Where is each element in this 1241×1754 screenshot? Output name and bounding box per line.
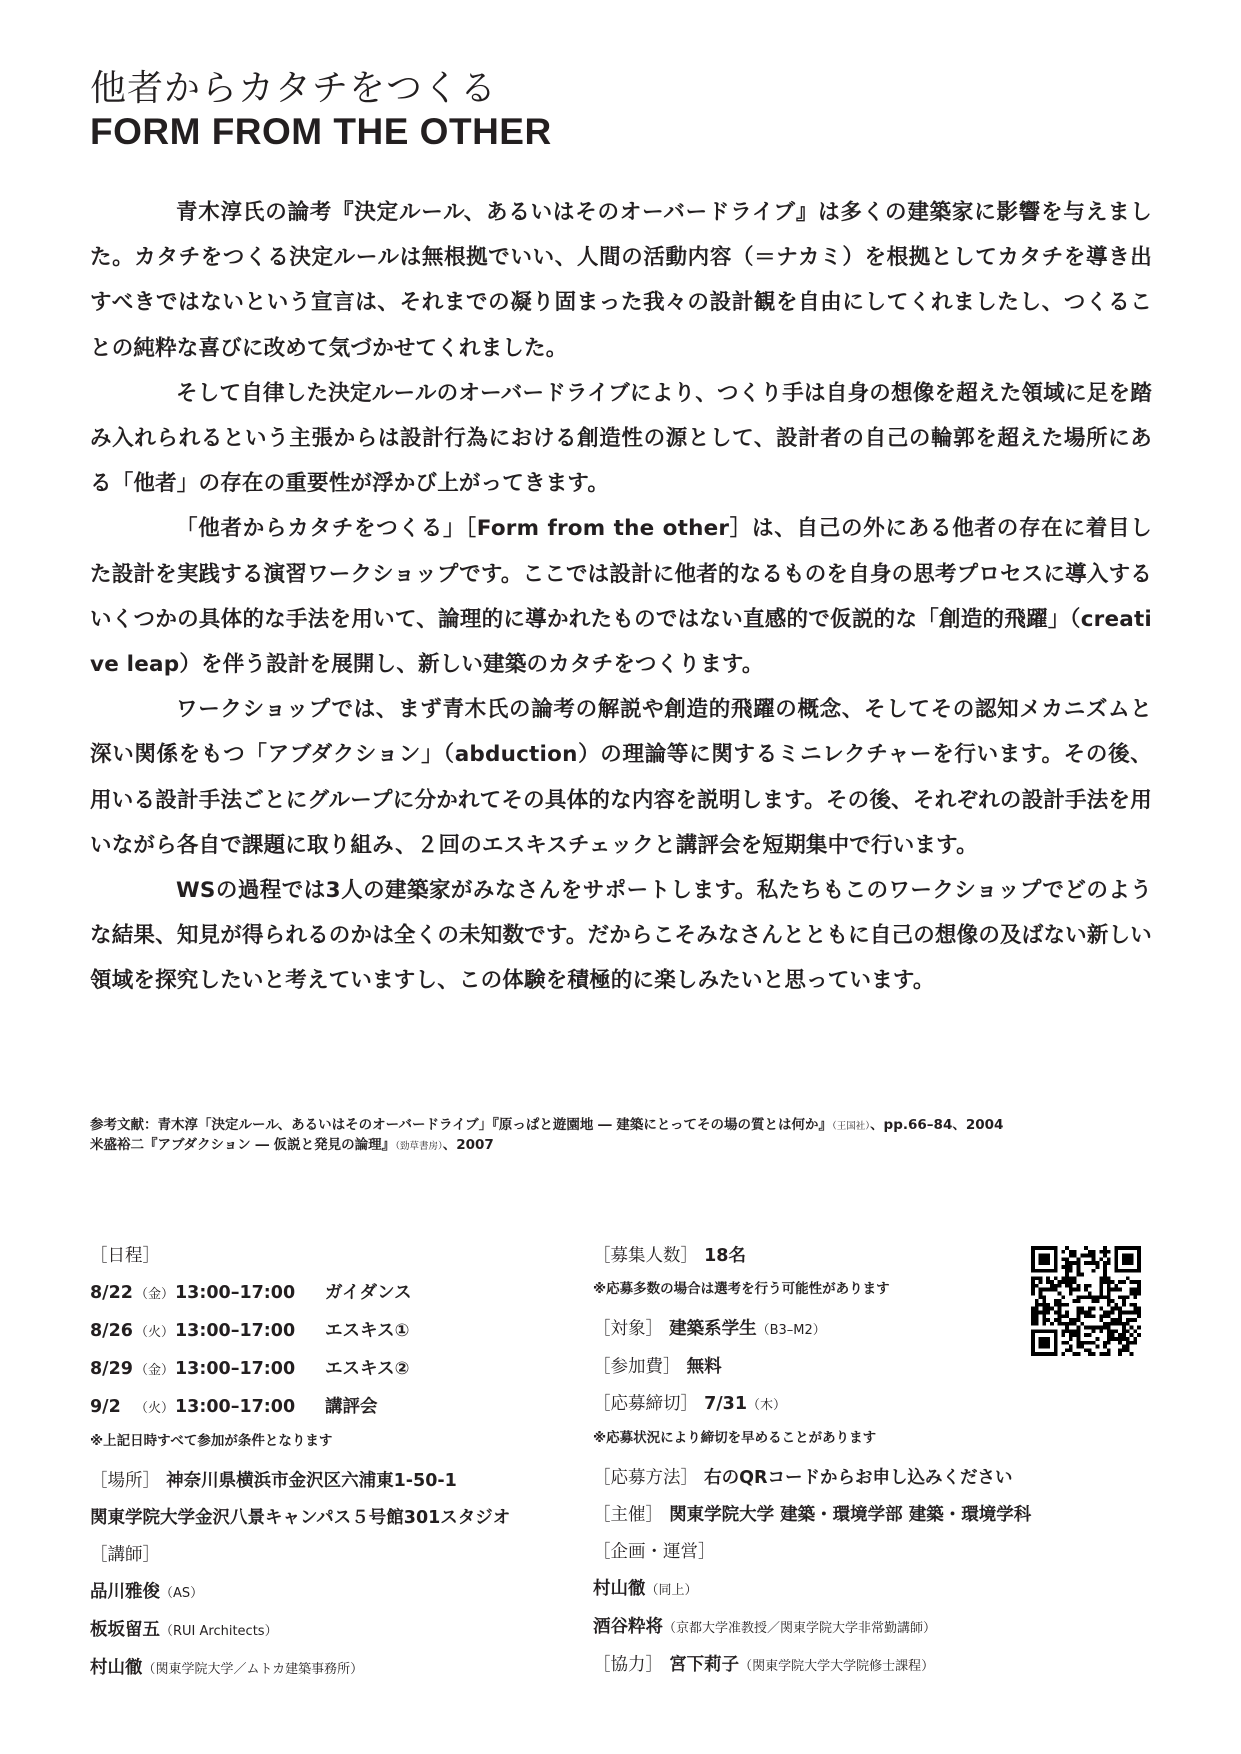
reference-text: 米盛裕二『アブダクション ― 仮説と発見の論理』 <box>90 1137 396 1153</box>
organizer-label: ［主催］ <box>593 1505 663 1525</box>
planner-affiliation: （京都大学准教授／関東学院大学非常勤講師） <box>663 1621 937 1636</box>
paragraph: ワークショップでは、まず青木氏の論考の解説や創造的飛躍の概念、そしてその認知メカニズムと深い関係をもつ「アブダクション」（abduction）の理論等に関するミニレクチャーを行います。その後、用いる設計手法ごとにグループに分かれてその具体的な内容を説明します。その後、それぞれの設計手法を用いながら各自で課題に取り組み、２回のエスキスチェックと講評会を短期集中で行います。 <box>90 697 1152 858</box>
fee-label: ［参加費］ <box>593 1357 681 1377</box>
capacity-label: ［募集人数］ <box>593 1246 698 1266</box>
apply-row <box>593 1460 1013 1497</box>
paragraph: そして自律した決定ルールのオーバードライブにより、つくり手は自身の想像を超えた領域に足を踏み入れられるという主張からは設計行為における創造性の源として、設計者の自己の輪郭を超えた場所にある「他者」の存在の重要性が浮かび上がってきます。 <box>90 380 1152 497</box>
venue-row <box>90 1463 590 1500</box>
organizer-value: 関東学院大学 建築・環境学部 建築・環境学科 <box>669 1505 1032 1525</box>
schedule-day: （金） <box>135 1287 175 1302</box>
reference-2 <box>90 1136 1160 1156</box>
schedule-event: 講評会 <box>325 1397 378 1417</box>
schedule-label: ［日程］ <box>90 1246 160 1266</box>
reference-1 <box>90 1116 1160 1136</box>
schedule-event: ガイダンス <box>325 1283 412 1303</box>
schedule-day: （火） <box>135 1325 175 1340</box>
title-english: FORM FROM THE OTHER <box>90 111 552 152</box>
planning-heading <box>593 1534 1013 1571</box>
venue-label: ［場所］ <box>90 1471 160 1491</box>
instructor-name: 板坂留五 <box>90 1620 160 1640</box>
reference-text: 参考文献：青木淳「決定ルール、あるいはそのオーバードライブ」『原っぱと遊園地 ― 建築にとってその場の質とは何か』 <box>90 1117 833 1133</box>
paragraph: 「他者からカタチをつくる」［Form from the other］は、自己の外にある他者の存在に着目した設計を実践する演習ワークショップです。ここでは設計に他者的なるものを自身の思考プロセスに導入するいくつかの具体的な手法を用いて、論理的に導かれたものではない直感的で仮説的な「創造的飛躍」（creative leap）を伴う設計を展開し、新しい建築のカタチをつくります。 <box>90 516 1152 678</box>
planning-label: ［企画・運営］ <box>593 1542 716 1562</box>
instructors-heading <box>90 1537 590 1574</box>
schedule-event: エスキス① <box>325 1321 410 1341</box>
qr-code-icon[interactable] <box>1031 1246 1141 1356</box>
instructor-name: 村山徹 <box>90 1658 143 1678</box>
venue-building: 関東学院大学金沢八景キャンパス５号館301スタジオ <box>90 1508 511 1528</box>
schedule-item <box>90 1313 590 1351</box>
deadline-day: （木） <box>747 1398 787 1413</box>
schedule-time: 13:00–17:00 <box>175 1397 296 1417</box>
fee-row <box>593 1349 1013 1386</box>
schedule-date: 9/2 <box>90 1397 121 1417</box>
reference-publisher: （王国社） <box>832 1121 871 1132</box>
cooperation-name: 宮下莉子 <box>669 1655 740 1675</box>
cooperation-row <box>593 1647 1013 1685</box>
fee-value: 無料 <box>686 1357 722 1377</box>
deadline-value: 7/31 <box>704 1394 748 1414</box>
target-range: （B3–M2） <box>756 1323 826 1338</box>
right-info-column <box>593 1238 1032 1685</box>
schedule-day: （金） <box>135 1363 175 1378</box>
title-block <box>90 66 552 152</box>
target-label: ［対象］ <box>593 1319 663 1339</box>
planner-name: 酒谷粋将 <box>593 1617 663 1637</box>
planning-item <box>593 1571 1013 1609</box>
reference-year: 、2007 <box>442 1137 494 1153</box>
planning-item <box>593 1609 1013 1647</box>
instructor-affiliation: （AS） <box>160 1586 204 1601</box>
schedule-item <box>90 1389 590 1427</box>
schedule-date: 8/26 <box>90 1321 133 1341</box>
cooperation-affiliation: （関東学院大学大学院修士課程） <box>739 1659 935 1674</box>
left-info-column <box>90 1238 590 1688</box>
deadline-row <box>593 1386 1013 1424</box>
reference-pages: 、pp.66–84、2004 <box>870 1117 1004 1133</box>
schedule-item <box>90 1351 590 1389</box>
paragraph: 青木淳氏の論考『決定ルール、あるいはそのオーバードライブ』は多くの建築家に影響を与えました。カタチをつくる決定ルールは無根拠でいい、人間の活動内容（＝ナカミ）を根拠としてカタチを導き出すべきではないという宣言は、それまでの凝り固まった我々の設計観を自由にしてくれましたし、つくることの純粋な喜びに改めて気づかせてくれました。 <box>90 200 1152 361</box>
instructor-affiliation: （関東学院大学／ムトカ建築事務所） <box>142 1662 364 1677</box>
planner-name: 村山徹 <box>593 1579 646 1599</box>
apply-value: 右のQRコードからお申し込みください <box>704 1468 1013 1488</box>
schedule-time: 13:00–17:00 <box>175 1283 296 1303</box>
capacity-note: ※応募多数の場合は選考を行う可能性があります <box>593 1281 890 1297</box>
instructor-item <box>90 1650 590 1688</box>
schedule-date: 8/22 <box>90 1283 133 1303</box>
capacity-value: 18名 <box>704 1246 746 1266</box>
schedule-date: 8/29 <box>90 1359 133 1379</box>
paragraph: WSの過程では3人の建築家がみなさんをサポートします。私たちもこのワークショップでどのような結果、知見が得られるのかは全くの未知数です。だからこそみなさんとともに自己の想像の及ばない新しい領域を探究したいと考えていますし、この体験を積極的に楽しみたいと思っています。 <box>90 878 1152 994</box>
schedule-time: 13:00–17:00 <box>175 1359 296 1379</box>
planner-affiliation: （同上） <box>645 1583 698 1598</box>
target-value: 建築系学生 <box>669 1319 757 1339</box>
schedule-day: （火） <box>135 1401 175 1416</box>
reference-publisher: （勁草書房） <box>395 1141 443 1152</box>
target-row <box>593 1311 1013 1349</box>
schedule-heading <box>90 1238 590 1275</box>
schedule-item <box>90 1275 590 1313</box>
deadline-note: ※応募状況により締切を早めることがあります <box>593 1430 877 1446</box>
deadline-label: ［応募締切］ <box>593 1394 698 1414</box>
cooperation-label: ［協力］ <box>593 1655 663 1675</box>
schedule-time: 13:00–17:00 <box>175 1321 296 1341</box>
instructor-name: 品川雅俊 <box>90 1582 160 1602</box>
references <box>90 1116 1160 1156</box>
instructor-item <box>90 1612 590 1650</box>
instructor-affiliation: （RUI Architects） <box>160 1624 278 1639</box>
body-text <box>90 190 1152 1004</box>
organizer-row <box>593 1497 1032 1534</box>
instructors-label: ［講師］ <box>90 1545 160 1565</box>
schedule-note: ※上記日時すべて参加が条件となります <box>90 1433 333 1449</box>
title-japanese: 他者からカタチをつくる <box>90 68 498 109</box>
capacity-row <box>593 1238 1013 1275</box>
apply-label: ［応募方法］ <box>593 1468 698 1488</box>
schedule-event: エスキス② <box>325 1359 410 1379</box>
instructor-item <box>90 1574 590 1612</box>
venue-address: 神奈川県横浜市金沢区六浦東1-50-1 <box>166 1471 457 1491</box>
